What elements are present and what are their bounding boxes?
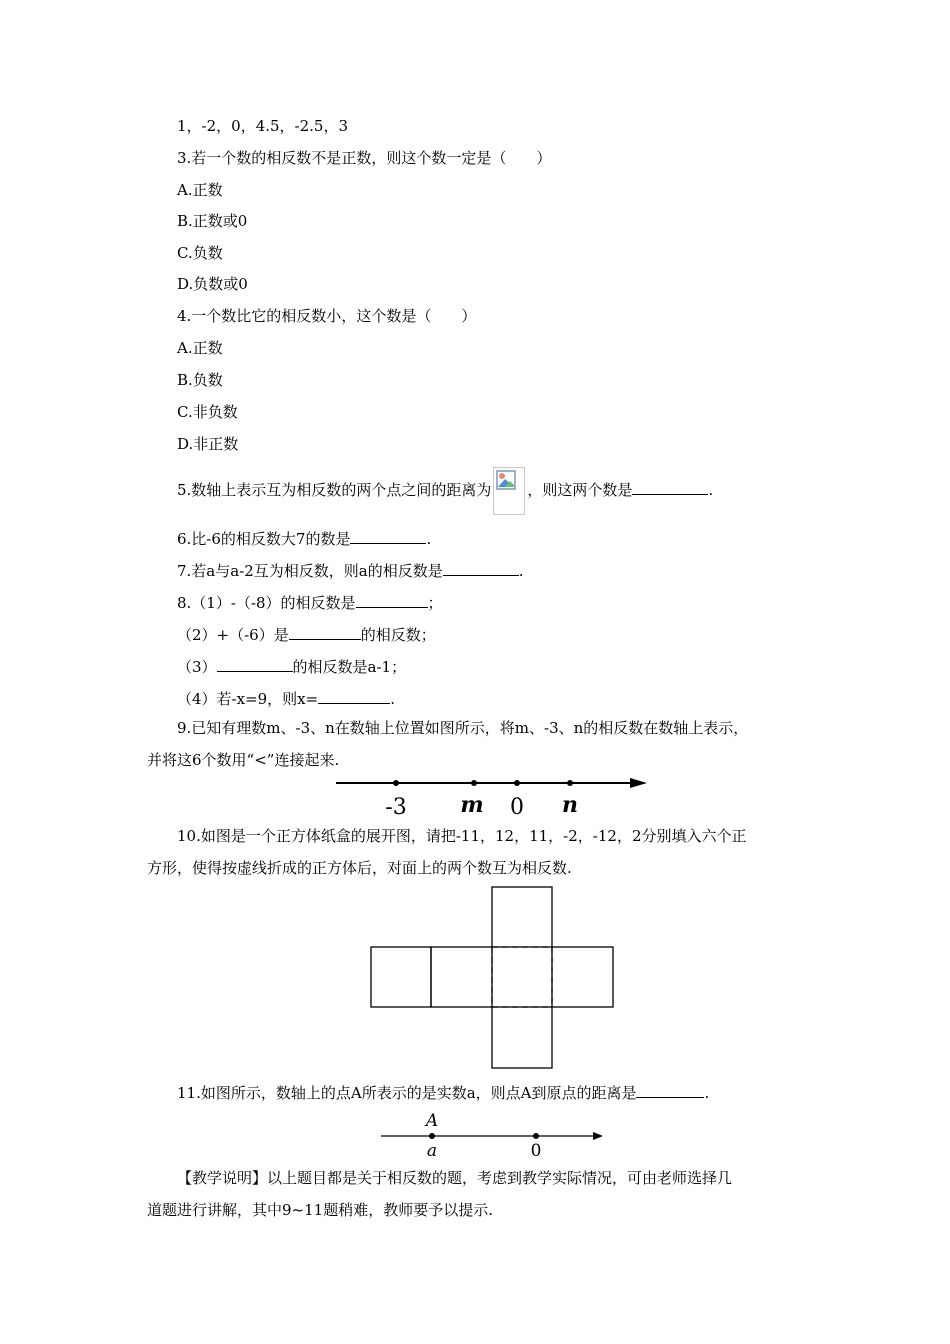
question-5-text-2: ，则这两个数是: [527, 481, 633, 499]
tick-label-0: 0: [510, 795, 524, 820]
period: .: [708, 481, 714, 499]
question-3: 3.若一个数的相反数不是正数，则这个数一定是（ ）: [177, 149, 552, 167]
question-5: [177, 466, 713, 515]
answer-blank[interactable]: [356, 592, 428, 608]
teaching-note-line-2: 道题进行讲解，其中9~11题稍难，教师要予以提示.: [147, 1201, 493, 1219]
answer-blank[interactable]: [289, 624, 361, 640]
origin-label-0: 0: [530, 1141, 542, 1160]
point-label-a-upper: A: [425, 1111, 439, 1131]
option-3d: D.负数或0: [177, 275, 248, 293]
question-10-line-2: 方形，使得按虚线折成的正方体后，对面上的两个数互为相反数.: [147, 859, 572, 877]
broken-image-icon: [493, 467, 525, 515]
option-3c: C.负数: [177, 244, 223, 262]
question-8-1: [177, 592, 443, 613]
question-4: 4.一个数比它的相反数小，这个数是（ ）: [177, 307, 477, 325]
question-8-3-text: （3）: [177, 658, 217, 676]
answer-blank[interactable]: [632, 479, 708, 495]
tick-label-n: n: [562, 792, 578, 818]
question-8-1-text: 8.（1）-（-8）的相反数是: [177, 594, 356, 612]
question-7: [177, 560, 524, 581]
tick-label-minus-3: -3: [385, 795, 407, 820]
question-8-3-text-2: 的相反数是a-1；: [292, 658, 407, 676]
question-7-text: 7.若a与a-2互为相反数，则a的相反数是: [177, 562, 443, 580]
number-line-figure-2: [375, 1110, 615, 1160]
question-10-line-1: 10.如图是一个正方体纸盒的展开图，请把-11，12，11，-2，-12，2分别填入六个正: [177, 827, 747, 845]
question-8-4: [177, 688, 395, 709]
period: .: [390, 690, 395, 708]
semicolon: ；: [427, 594, 443, 612]
number-line-figure-1: [330, 772, 660, 822]
point-value-a: a: [426, 1141, 438, 1160]
question-8-2: [177, 624, 436, 645]
question-8-3: [177, 656, 406, 677]
question-8-2-text-2: 的相反数；: [360, 626, 436, 644]
question-11: [177, 1082, 709, 1103]
option-4a: A.正数: [177, 339, 223, 357]
answer-blank[interactable]: [350, 528, 426, 544]
answer-blank[interactable]: [217, 656, 293, 672]
tick-label-m: m: [460, 792, 484, 818]
question-9-line-2: 并将这6个数用“<”连接起来.: [147, 751, 340, 769]
question-5-text: 5.数轴上表示互为相反数的两个点之间的距离为: [177, 481, 492, 499]
answer-blank[interactable]: [318, 688, 390, 704]
cube-net-figure: [368, 884, 618, 1074]
question-6-text: 6.比-6的相反数大7的数是: [177, 530, 351, 548]
teaching-note-line-1: 【教学说明】以上题目都是关于相反数的题，考虑到教学实际情况，可由老师选择几: [177, 1169, 733, 1187]
question-11-text: 11.如图所示，数轴上的点A所表示的是实数a，则点A到原点的距离是: [177, 1084, 637, 1102]
option-4b: B.负数: [177, 371, 223, 389]
question-8-2-text: （2）+（-6）是: [177, 626, 289, 644]
question-6: [177, 528, 431, 549]
answer-blank[interactable]: [443, 560, 519, 576]
period: .: [426, 530, 432, 548]
question-8-4-text: （4）若-x=9，则x=: [177, 690, 319, 708]
question-9-line-1: 9.已知有理数m、-3、n在数轴上位置如图所示，将m、-3、n的相反数在数轴上表示，: [177, 719, 749, 737]
option-4d: D.非正数: [177, 435, 239, 453]
option-3a: A.正数: [177, 181, 223, 199]
option-4c: C.非负数: [177, 403, 238, 421]
period: .: [518, 562, 524, 580]
option-3b: B.正数或0: [177, 212, 248, 230]
answer-blank[interactable]: [636, 1082, 704, 1098]
answer-line: 1，-2，0，4.5，-2.5，3: [177, 117, 349, 135]
period: .: [704, 1084, 710, 1102]
